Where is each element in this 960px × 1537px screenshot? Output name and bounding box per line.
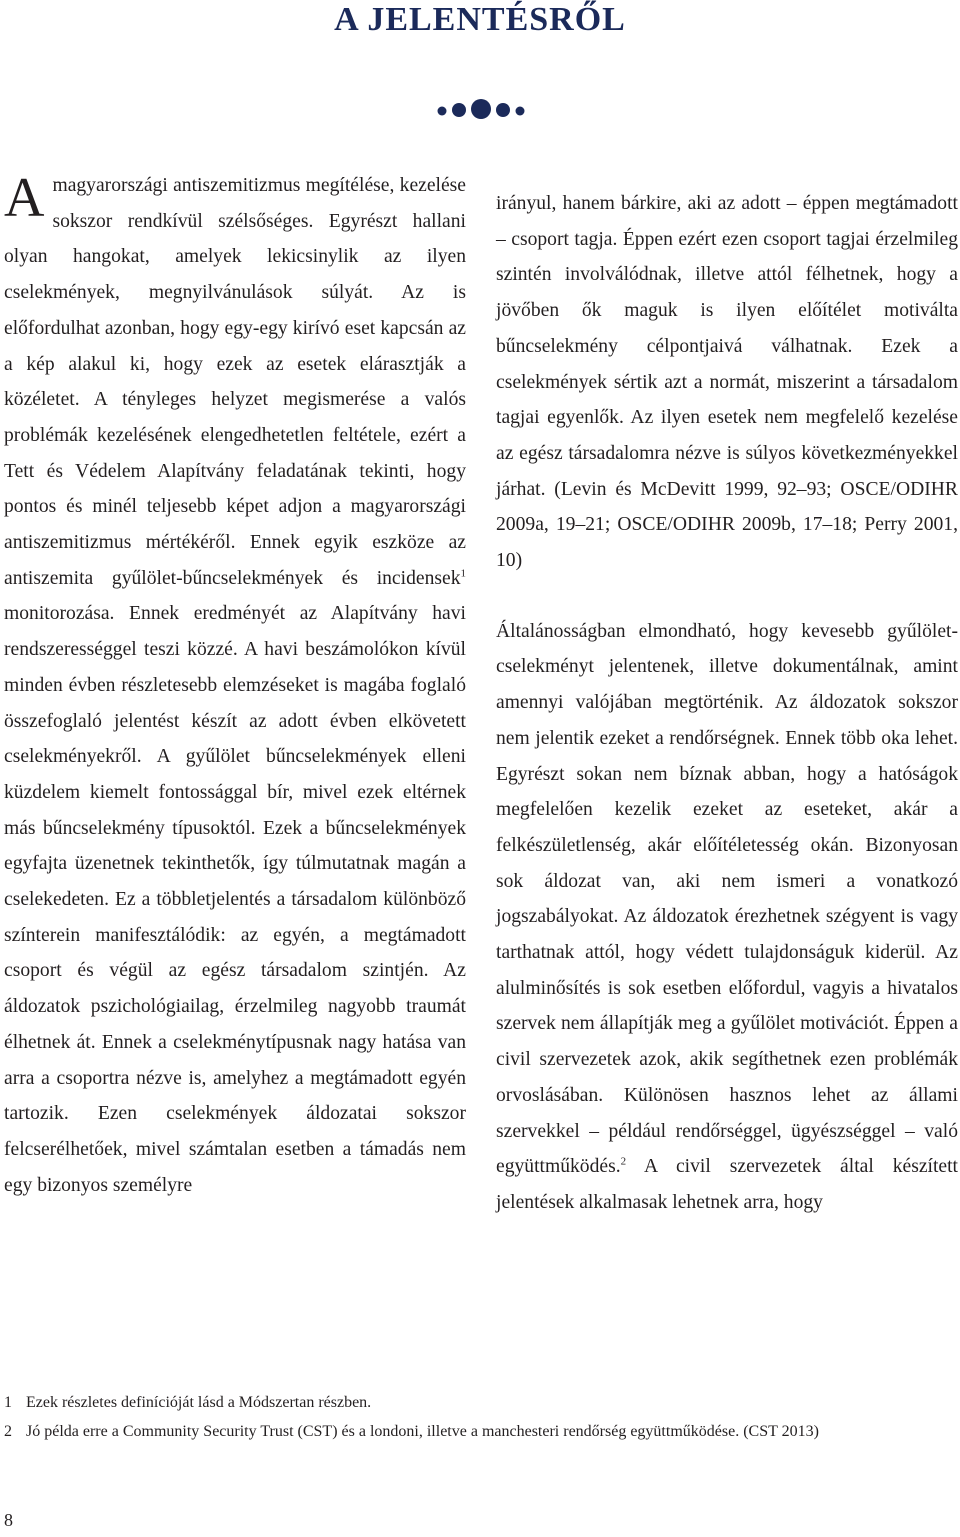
paragraph-text: A civil szervezetek által készített jelentések alkalmasak lehetnek arra, hogy <box>496 1156 958 1213</box>
footnote-ref-2[interactable]: 2 <box>620 1155 627 1168</box>
footnote-ref-1[interactable]: 1 <box>460 567 466 580</box>
right-column <box>496 186 958 1221</box>
footnote-number: 2 <box>4 1423 12 1440</box>
paragraph-text: magyarországi antiszemitizmus megítélése, kezelése sokszor rendkívül szélsőséges. Egyrészt hallani olyan hangokat, amelyek lekicsinylik az ilyen cselekmények, megnyilvánulások súlyát. Az is előfordulhat azonban, hogy egy-egy kirívó eset kapcsán az a kép alakul ki, hogy ezek az esetek elárasztják a közéletet. A tényleges helyzet megismerése a valós problémák kezelésének elengedhetetlen feltétele, ezért a Tett és Védelem Alapítvány feladatának tekinti, hogy pontos és minél teljesebb képet adjon a magyarországi antiszemitizmus mértékéről. Ennek egyik eszköze az antiszemita gyűlölet-bűncselekmények és incidensek <box>4 175 466 589</box>
page-number: 8 <box>4 1510 13 1530</box>
drop-cap: A <box>4 167 45 229</box>
footnote-1 <box>4 1388 954 1417</box>
footnotes <box>4 1388 954 1446</box>
paragraph-text: Általánosságban elmondható, hogy kevesebb gyűlölet-cselekményt jelentenek, illetve dokumentálnak, amint amennyi valójában megtörténik. Az áldozatok sokszor nem jelentik ezeket a rendőrségnek. Ennek több oka lehet. Egyrészt sokan nem bíznak abban, hogy a hatóságok megfelelően kezelik ezeket az eseteket, akár a felkészületlenség, akár előítéletesség okán. Bizonyosan sok áldozat van, aki nem ismeri a vonatkozó jogszabályokat. Az áldozatok érezhetnek szégyent is vagy tarthatnak attól, hogy védett tulajdonságuk kiderül. Az alulminősítés is sok esetben előfordul, vagyis a hivatalos szervek nem állapítják meg a gyűlölet motivációt. Éppen a civil szervezetek azok, akik segíthetnek ezen problémák orvoslásában. Különösen hasznos lehet az állami szervekkel – például rendőrséggel, ügyészséggel – való együttműködés. <box>496 620 958 1178</box>
body-paragraph: irányul, hanem bárkire, aki az adott – éppen megtámadott – csoport tagja. Éppen ezért ezen csoport tagjai érzelmileg szintén involválódnak, illetve attól félhetnek, hogy a jövőben ők maguk is ilyen előítélet motiválta bűncselekmény célpontjaivá válhatnak. Ezek a cselekmények sértik azt a normát, miszerint a társadalom tagjai egyenlők. Az ilyen esetek nem megfelelő kezelése az egész társadalomra nézve is súlyos következményekkel járhat. (Levin és McDevitt 1999, 92–93; OSCE/ODIHR 2009a, 19–21; OSCE/ODIHR 2009b, 17–18; Perry 2001, 10) <box>496 193 958 572</box>
body-paragraph <box>496 614 958 1221</box>
footnote-number: 1 <box>4 1394 12 1411</box>
footnote-text: Ezek részletes definícióját lásd a Módszertan részben. <box>26 1394 372 1411</box>
page-title: A JELENTÉSRŐL <box>334 1 626 38</box>
dots-ornament-icon <box>434 96 530 126</box>
footnote-text: Jó példa erre a Community Security Trust (CST) és a londoni, illetve a manchesteri rendőrség együttműködése. (CST 2013) <box>26 1423 819 1440</box>
body-paragraph <box>4 168 466 1203</box>
paragraph-text: monitorozása. Ennek eredményét az Alapítvány havi rendszerességgel teszi közzé. A havi beszámolókon kívül minden évben részletesebb elemzéseket is magába foglaló összefoglaló jelentést készít az adott évben elkövetett cselekményekről. A gyűlölet bűncselekmények elleni küzdelem kiemelt fontossággal bír, mivel ezek eltérnek más bűncselekmény típusoktól. Ezek a bűncselekmények egyfajta üzenetnek tekinthetők, így túlmutatnak magán a cselekedeten. Ez a többletjelentés a társadalom különböző színterein manifesztálódik: az egyén, a megtámadott csoport és végül az egész társadalom szintjén. Az áldozatok pszichológiailag, érzelmileg nagyobb traumát élhetnek át. Ennek a cselekménytípusnak nagy hatása van arra a csoportra nézve is, amelyhez a megtámadott egyén tartozik. Ezen cselekmények áldozatai sokszor felcserélhetőek, mivel számtalan esetben a támadás nem egy bizonyos személyre <box>4 603 466 1196</box>
left-column <box>4 168 466 1203</box>
footnote-2 <box>4 1417 954 1446</box>
